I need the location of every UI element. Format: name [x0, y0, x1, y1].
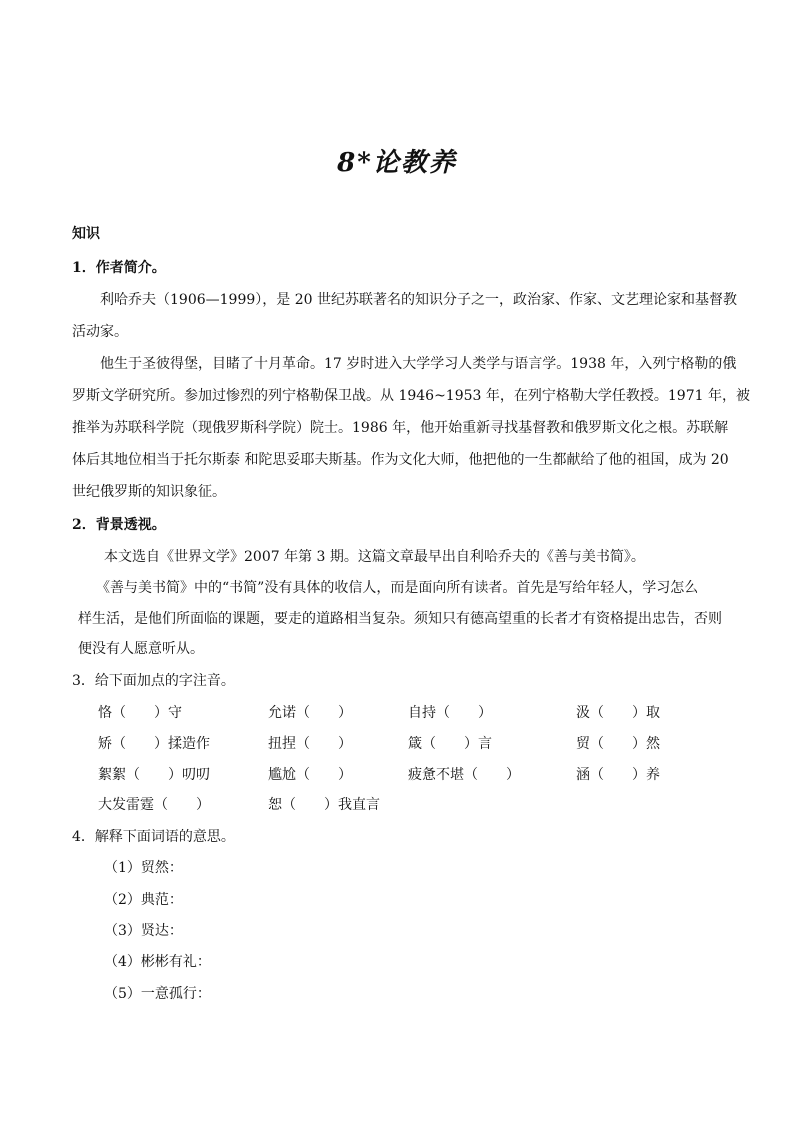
pinyin-item: 扭捏（ ）	[268, 736, 352, 752]
pinyin-item: 箴（ ）言	[408, 736, 492, 752]
pinyin-item: 涵（ ）养	[576, 767, 660, 783]
author-intro-heading: 1．作者简介。	[72, 260, 166, 276]
pinyin-item: 恪（ ）守	[98, 705, 182, 721]
pinyin-item: 尴尬（ ）	[268, 767, 352, 783]
question4-heading: 4．解释下面词语的意思。	[72, 829, 235, 845]
pinyin-item: 自持（ ）	[408, 705, 492, 721]
author-intro-p1-line1: 利哈乔夫（1906—1999），是 20 世纪苏联著名的知识分子之一，政治家、作家、文艺理论家和基督教	[100, 292, 737, 308]
vocab-item: （1）贸然：	[104, 860, 183, 876]
section-heading-knowledge: 知识	[72, 226, 100, 242]
pinyin-item: 允诺（ ）	[268, 705, 352, 721]
author-intro-p2-line5: 世纪俄罗斯的知识象征。	[72, 484, 226, 500]
pinyin-item: 汲（ ）取	[576, 705, 660, 721]
question3-heading: 3．给下面加点的字注音。	[72, 673, 235, 689]
vocab-item: （4）彬彬有礼：	[104, 954, 211, 970]
pinyin-item: 絮絮（ ）叨叨	[98, 767, 210, 783]
vocab-item: （2）典范：	[104, 892, 183, 908]
author-intro-p2-line2: 罗斯文学研究所。参加过惨烈的列宁格勒保卫战。从 1946~1953 年，在列宁格勒大学任教授。1971 年，被	[72, 388, 750, 404]
background-p2-line1: 《善与美书简》中的“书简”没有具体的收信人，而是面向所有读者。首先是写给年轻人，学习怎么	[96, 580, 699, 596]
author-intro-p2-line3: 推举为苏联科学院（现俄罗斯科学院）院士。1986 年，他开始重新寻找基督教和俄罗斯文化之根。苏联解	[72, 420, 729, 436]
vocab-item: （3）贤达：	[104, 923, 183, 939]
background-heading: 2．背景透视。	[72, 517, 166, 533]
background-p1: 本文选自《世界文学》2007 年第 3 期。这篇文章最早出自利哈乔夫的《善与美书简》。	[104, 549, 645, 565]
vocab-item: （5）一意孤行：	[104, 986, 211, 1002]
author-intro-p1-line2: 活动家。	[72, 324, 128, 340]
pinyin-item: 大发雷霆（ ）	[98, 797, 210, 813]
page-title: 8*论教养	[337, 148, 457, 178]
pinyin-item: 恕（ ）我直言	[268, 797, 380, 813]
background-p2-line3: 便没有人愿意听从。	[78, 641, 204, 657]
background-p2-line2: 样生活，是他们所面临的课题，要走的道路相当复杂。须知只有德高望重的长者才有资格提出忠告，否则	[78, 611, 722, 627]
pinyin-item: 贸（ ）然	[576, 736, 660, 752]
author-intro-p2-line1: 他生于圣彼得堡，目睹了十月革命。17 岁时进入大学学习人类学与语言学。1938 年，入列宁格勒的俄	[100, 356, 737, 372]
pinyin-item: 矫（ ）揉造作	[98, 736, 210, 752]
pinyin-item: 疲惫不堪（ ）	[408, 767, 520, 783]
author-intro-p2-line4: 体后其地位相当于托尔斯泰 和陀思妥耶夫斯基。作为文化大师，他把他的一生都献给了他的祖国，成为 20	[72, 452, 729, 468]
